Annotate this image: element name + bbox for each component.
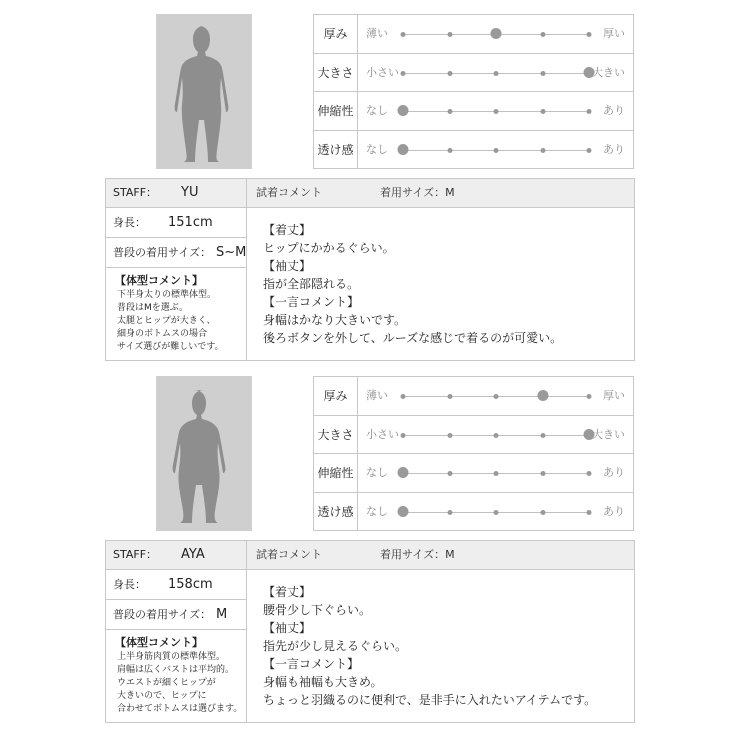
usual-size-value: M [216,607,228,622]
fitting-comment-label: 試着コメント [256,548,322,561]
rating-dot [447,71,452,76]
rating-scale [403,54,589,92]
rating-dot [401,32,406,37]
fitting-comment-label: 試着コメント [256,186,322,199]
rating-row [314,92,633,131]
rating-dot [540,32,545,37]
staff-label: STAFF： [113,186,158,199]
body-silhouette-image [156,376,252,531]
rating-dot [494,109,499,114]
height-label: 身長： [113,216,146,229]
rating-dot [494,148,499,153]
body-type-line: 上半身筋肉質の標準体型。 [117,652,226,662]
rating-dot [494,510,499,515]
body-type-comment [117,651,242,716]
rating-min-label: なし [366,142,388,156]
rating-row [314,493,633,532]
rating-row [314,54,633,93]
fabric-rating-table [313,376,634,531]
comment-line: 身幅はかなり大きいです。 [263,313,407,327]
rating-scale [403,15,589,53]
rating-label: 大きさ [314,54,358,92]
usual-size-cell [106,600,246,630]
worn-size-label: 着用サイズ：M [380,548,455,561]
comment-line: 【袖丈】 [263,621,312,635]
body-type-line: サイズ選びが難しいです。 [117,342,224,352]
body-type-line: 普段はMを選ぶ。 [117,303,188,313]
rating-scale [403,131,589,169]
rating-dot [447,148,452,153]
rating-dot [540,109,545,114]
rating-dot [587,510,592,515]
comment-line: ヒップにかかるぐらい。 [263,241,395,255]
rating-dot [540,71,545,76]
body-type-cell [106,268,246,361]
height-value: 158cm [168,577,213,592]
staff-info-table [105,178,635,361]
height-cell [106,208,246,238]
rating-dot [401,394,406,399]
comment-line: 【袖丈】 [263,259,312,273]
rating-max-label: あり [603,104,625,117]
rating-dot [587,148,592,153]
rating-label: 厚み [314,377,358,415]
rating-min-label: なし [366,504,388,518]
rating-selected-dot [398,144,409,155]
comment-line: 【一言コメント】 [263,657,360,671]
staff-block-aya [0,362,740,727]
body-type-line: 肩幅は広くバストは平均的。 [117,665,235,675]
fitting-comment-column [247,179,634,360]
fitting-comment-body [263,221,562,347]
rating-dot [540,148,545,153]
rating-min-label: 小さい [366,427,399,441]
rating-label: 厚み [314,15,358,53]
body-type-cell [106,630,246,723]
rating-dot [447,433,452,438]
body-type-title: 【体型コメント】 [115,636,203,649]
rating-dot [540,471,545,476]
staff-profile-column [106,541,247,722]
staff-name: YU [181,185,199,200]
rating-dot [447,32,452,37]
rating-dot [494,394,499,399]
rating-dot [587,109,592,114]
rating-row [314,416,633,455]
rating-row [314,454,633,493]
rating-selected-dot [491,28,502,39]
body-type-line: 下半身太りの標準体型。 [117,290,217,300]
rating-dot [447,109,452,114]
rating-dot [401,71,406,76]
rating-row [314,377,633,416]
rating-selected-dot [398,506,409,517]
comment-line: 身幅も袖幅も大きめ。 [263,675,383,689]
comment-line: 【着丈】 [263,585,312,599]
staff-profile-column [106,179,247,360]
rating-min-label: 小さい [366,65,399,79]
rating-max-label: 厚い [603,27,625,40]
rating-row [314,15,633,54]
staff-info-table [105,540,635,723]
comment-line: ちょっと羽織るのに便利で、是非手に入れたいアイテムです。 [263,693,597,707]
rating-selected-dot [537,390,548,401]
rating-dot [447,394,452,399]
usual-size-value: S~M [216,245,247,260]
height-cell [106,570,246,600]
rating-label: 伸縮性 [314,92,358,130]
rating-scale [403,493,589,531]
rating-scale [403,377,589,415]
rating-max-label: あり [603,466,625,479]
rating-dot [587,32,592,37]
comment-line: 【着丈】 [263,223,312,237]
rating-dot [447,510,452,515]
rating-row [314,131,633,170]
usual-size-cell [106,238,246,268]
body-type-title: 【体型コメント】 [115,274,203,287]
rating-label: 透け感 [314,493,358,532]
staff-name-cell [106,179,246,208]
rating-max-label: 厚い [603,389,625,402]
worn-size-label: 着用サイズ：M [380,186,455,199]
rating-selected-dot [398,467,409,478]
height-label: 身長： [113,578,146,591]
comment-line: 腰骨少し下ぐらい。 [263,603,372,617]
rating-dot [540,433,545,438]
rating-max-label: あり [603,142,625,156]
rating-scale [403,416,589,454]
rating-dot [447,471,452,476]
height-value: 151cm [168,215,213,230]
comment-line: 【一言コメント】 [263,295,360,309]
rating-min-label: 薄い [366,389,388,402]
fabric-rating-table [313,14,634,169]
rating-dot [401,433,406,438]
rating-label: 大きさ [314,416,358,454]
rating-dot [494,433,499,438]
rating-min-label: なし [366,466,388,479]
fitting-comment-body [263,583,596,709]
rating-dot [587,471,592,476]
staff-name-cell [106,541,246,570]
rating-selected-dot [398,105,409,116]
rating-min-label: なし [366,104,388,117]
rating-dot [540,510,545,515]
comment-line: 指先が少し見えるぐらい。 [263,639,408,653]
body-type-line: ウエストが細くヒップが [117,678,216,688]
staff-block-yu [0,0,740,365]
body-silhouette-image [156,14,252,169]
fitting-comment-column [247,541,634,722]
comment-line: 後ろボタンを外して、ルーズな感じで着るのが可愛い。 [263,331,563,345]
rating-max-label: 大きい [592,65,625,79]
person-silhouette-icon [156,14,252,169]
rating-label: 伸縮性 [314,454,358,492]
rating-min-label: 薄い [366,27,388,40]
body-type-line: 太腿とヒップが大きく、 [117,316,216,326]
comment-line: 指が全部隠れる。 [263,277,360,291]
rating-scale [403,92,589,130]
staff-name: AYA [181,547,205,562]
rating-max-label: あり [603,504,625,518]
rating-dot [494,471,499,476]
body-type-line: 大きいので、ヒップに [117,691,207,701]
usual-size-label: 普段の着用サイズ： [113,608,212,621]
body-type-line: 細身のボトムスの場合 [117,329,208,339]
person-silhouette-icon [156,376,252,531]
rating-dot [494,71,499,76]
rating-scale [403,454,589,492]
rating-max-label: 大きい [592,427,625,441]
body-type-comment [117,289,224,354]
body-type-line: 合わせてボトムスは選びます。 [117,704,243,714]
usual-size-label: 普段の着用サイズ： [113,246,212,259]
staff-label: STAFF： [113,548,158,561]
rating-dot [587,394,592,399]
rating-label: 透け感 [314,131,358,170]
